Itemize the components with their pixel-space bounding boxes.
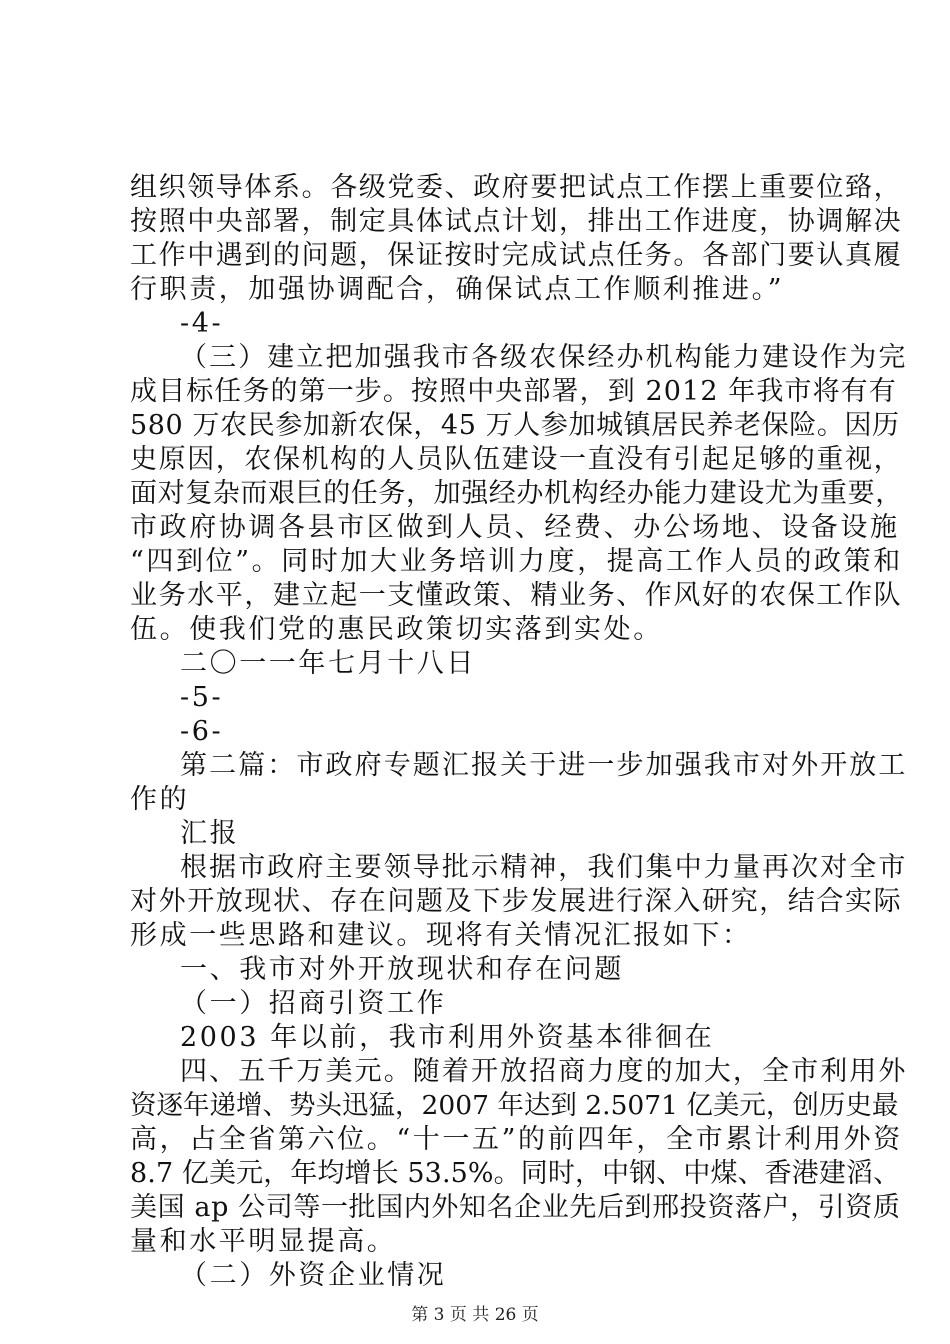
body-line: 四、五千万美元。随着开放招商力度的加大，全市利用外 xyxy=(180,1056,908,1087)
body-line: 对外开放现状、存在问题及下步发展进行深入研究，结合实际 xyxy=(130,886,903,917)
page-marker: -6- xyxy=(180,716,224,747)
date-line: 二〇一一年七月十八日 xyxy=(180,648,476,679)
section-heading: （三）建立把加强我市各级农保经办机构能力建设作为完 xyxy=(180,342,908,373)
page-marker: -4- xyxy=(180,308,224,339)
body-line: 伍。使我们党的惠民政策切实落到实处。 xyxy=(130,614,663,645)
body-line: 资逐年递增、势头迅猛，2007 年达到 2.5071 亿美元，创历史最 xyxy=(130,1090,899,1121)
body-line: 2003 年以前，我市利用外资基本徘徊在 xyxy=(180,1022,715,1053)
section-heading: （二）外资企业情况 xyxy=(180,1260,447,1291)
body-line: 形成一些思路和建议。现将有关情况汇报如下： xyxy=(130,920,752,951)
body-line: 美国 ap 公司等一批国内外知名企业先后到邢投资落户，引资质 xyxy=(130,1192,901,1223)
chapter-title: 汇报 xyxy=(180,818,240,849)
body-line: 行职责，加强协调配合，确保试点工作顺利推进。” xyxy=(130,274,785,305)
body-line: 根据市政府主要领导批示精神，我们集中力量再次对全市 xyxy=(180,852,908,883)
section-heading: 一、我市对外开放现状和存在问题 xyxy=(180,954,624,985)
page-marker: -5- xyxy=(180,682,224,713)
body-line: 8.7 亿美元，年均增长 53.5%。同时，中钢、中煤、香港建滔、 xyxy=(130,1158,901,1189)
body-line: 面对复杂而艰巨的任务，加强经办机构经办能力建设尤为重要， xyxy=(130,478,903,509)
body-line: 580 万农民参加新农保，45 万人参加城镇居民养老保险。因历 xyxy=(130,410,900,441)
body-line: “四到位”。同时加大业务培训力度，提高工作人员的政策和 xyxy=(130,546,903,577)
page-footer: 第 3 页 共 26 页 xyxy=(411,1305,539,1325)
body-line: 高，占全省第六位。“十一五”的前四年，全市累计利用外资 xyxy=(130,1124,903,1155)
body-line: 按照中央部署，制定具体试点计划，排出工作进度，协调解决 xyxy=(130,206,903,237)
chapter-title: 作的 xyxy=(130,784,190,815)
body-line: 组织领导体系。各级党委、政府要把试点工作摆上重要位臵， xyxy=(130,172,903,203)
body-line: 量和水平明显提高。 xyxy=(130,1226,397,1257)
body-line: 史原因，农保机构的人员队伍建设一直没有引起足够的重视， xyxy=(130,444,903,475)
chapter-title: 第二篇：市政府专题汇报关于进一步加强我市对外开放工 xyxy=(180,750,908,781)
body-line: 市政府协调各县市区做到人员、经费、办公场地、设备设施 xyxy=(130,512,900,543)
body-line: 业务水平，建立起一支懂政策、精业务、作风好的农保工作队 xyxy=(130,580,903,611)
body-line: 工作中遇到的问题，保证按时完成试点任务。各部门要认真履 xyxy=(130,240,903,271)
body-line: 成目标任务的第一步。按照中央部署，到 2012 年我市将有有 xyxy=(130,376,897,407)
section-heading: （一）招商引资工作 xyxy=(180,988,447,1019)
